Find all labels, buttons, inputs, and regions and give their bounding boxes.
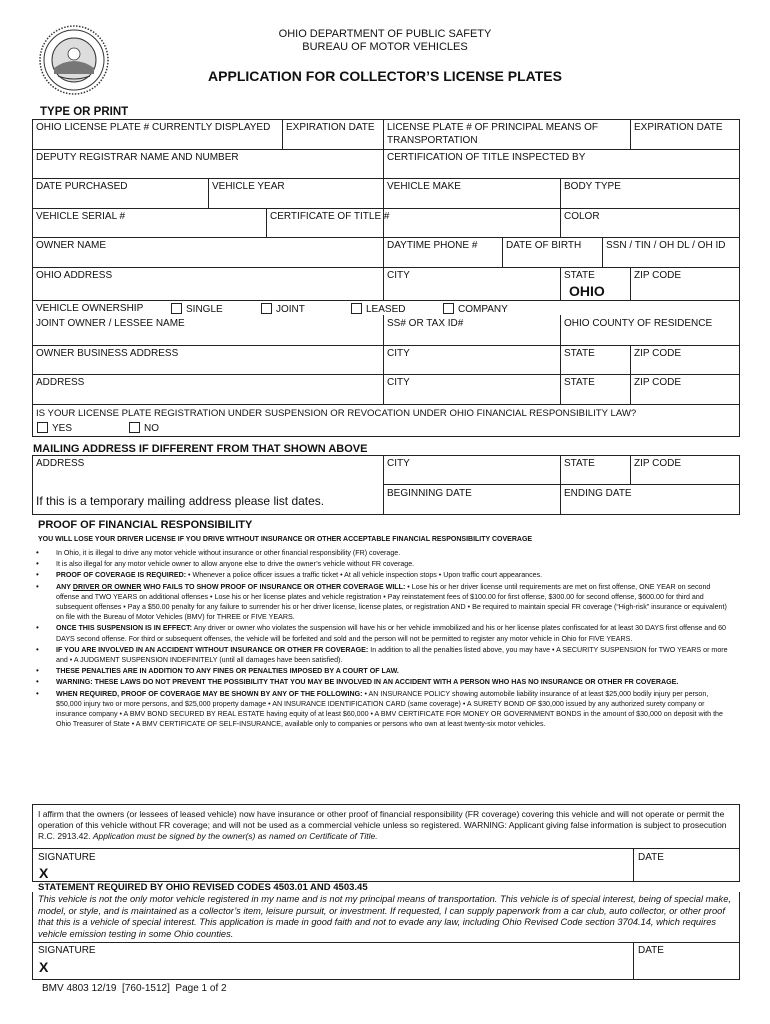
affirmation-box: [32, 804, 740, 882]
joint-owner-field[interactable]: JOINT OWNER / LESSEE NAME: [36, 318, 185, 329]
vehicle-ownership-label: VEHICLE OWNERSHIP: [36, 303, 144, 314]
ssn-field[interactable]: SSN / TIN / OH DL / OH ID: [606, 240, 726, 251]
joint-checkbox[interactable]: [261, 303, 272, 314]
proof-warning: YOU WILL LOSE YOUR DRIVER LICENSE IF YOU DRIVE WITHOUT INSURANCE OR OTHER ACCEPTABLE FINANCIAL RESPONSIBILITY COVERAGE: [38, 536, 533, 543]
list-item: • THESE PENALTIES ARE IN ADDITION TO ANY FINES OR PENALTIES IMPOSED BY A COURT OF LAW.: [32, 666, 730, 676]
county-field[interactable]: OHIO COUNTY OF RESIDENCE: [564, 318, 713, 329]
page-title: APPLICATION FOR COLLECTOR’S LICENSE PLATES: [208, 68, 562, 84]
mailing-address-field[interactable]: ADDRESS: [36, 458, 85, 469]
address-city-field[interactable]: CITY: [387, 377, 410, 388]
vehicle-make-field[interactable]: VEHICLE MAKE: [387, 181, 461, 192]
yes-checkbox[interactable]: [37, 422, 48, 433]
state-field[interactable]: STATE: [564, 270, 595, 281]
state-value: OHIO: [569, 283, 605, 299]
certificate-title-field[interactable]: CERTIFICATE OF TITLE #: [270, 211, 390, 222]
department-name: OHIO DEPARTMENT OF PUBLIC SAFETY: [278, 28, 492, 40]
statement-signature-x: X: [39, 959, 49, 975]
ownership-leased-option[interactable]: LEASED: [348, 302, 408, 317]
owner-name-field[interactable]: OWNER NAME: [36, 240, 106, 251]
date-of-birth-field[interactable]: DATE OF BIRTH: [506, 240, 582, 251]
mailing-heading: MAILING ADDRESS IF DIFFERENT FROM THAT SHOWN ABOVE: [33, 443, 368, 455]
ending-date-field[interactable]: ENDING DATE: [564, 488, 632, 499]
list-item: • WHEN REQUIRED, PROOF OF COVERAGE MAY BE SHOWN BY ANY OF THE FOLLOWING: • AN INSURANCE POLICY showing automobile liability insurance of at least $25,000 bodily injury per person, $50,000 injury two or more persons, and $25,000 property damage • AN INSURANCE IDENTIFICATION CARD (same coverage) • A SURETY BOND OF $30,000 issued by any authorized surety company or insurance company • A BMV BOND SECURED BY REAL ESTATE having equity of at least $60,000 • A BMV CERTIFICATE FOR MONEY OR GOVERNMENT BONDS in the amount of $30,000 on deposit with the Ohio Treasurer of State • A BMV CERTIFICATE OF SELF-INSURANCE, available only to companies or persons who own at least twenty-six motor vehicles.: [32, 689, 730, 730]
proof-heading: PROOF OF FINANCIAL RESPONSIBILITY: [38, 519, 253, 531]
ss-tax-field[interactable]: SS# OR TAX ID#: [387, 318, 464, 329]
address-state-field[interactable]: STATE: [564, 377, 595, 388]
statement-text: This vehicle is not the only motor vehicle registered in my name and is not my principal means of transportation. This vehicle is of special interest, being of special make, model, or style, and is maintained as a collector’s item, leisure pursuit, or investment. If requested, I can supply paperwork from a car club, auto collector, or other proof that this is a vehicle of special interest. This application is made in good faith and not to evade any law, including Ohio Revised Code section 3704.14, which requires vehicle emission testing in some Ohio counties.: [38, 894, 731, 939]
affirm-signature-x: X: [39, 865, 49, 881]
suspension-question: IS YOUR LICENSE PLATE REGISTRATION UNDER SUSPENSION OR REVOCATION UNDER OHIO FINANCIAL RESPONSIBILITY LAW?: [36, 408, 637, 419]
business-state-field[interactable]: STATE: [564, 348, 595, 359]
leased-checkbox[interactable]: [351, 303, 362, 314]
certification-title-field[interactable]: CERTIFICATION OF TITLE INSPECTED BY: [387, 152, 586, 163]
statement-date-field[interactable]: DATE: [638, 945, 664, 956]
ownership-company-option[interactable]: COMPANY: [440, 302, 511, 317]
mailing-state-field[interactable]: STATE: [564, 458, 595, 469]
list-item: • PROOF OF COVERAGE IS REQUIRED: • Whenever a police officer issues a traffic ticket • At all vehicle inspection stops • Upon traffic court appearances.: [32, 570, 730, 580]
bureau-name: BUREAU OF MOTOR VEHICLES: [302, 41, 468, 53]
mailing-city-field[interactable]: CITY: [387, 458, 410, 469]
color-field[interactable]: COLOR: [564, 211, 600, 222]
list-item: • ONCE THIS SUSPENSION IS IN EFFECT: Any driver or owner who violates the suspension will have his or her vehicle immobilized and his or her license plates confiscated for at least 30 DAYS first offense and 60 DAYS second offense. For third or subsequent offenses, the vehicle will be forfeited and sold and the person will not be permitted to register any motor vehicle in Ohio for FIVE YEARS.: [32, 623, 730, 643]
vehicle-year-field[interactable]: VEHICLE YEAR: [212, 181, 285, 192]
address-field[interactable]: ADDRESS: [36, 377, 85, 388]
form-footer: BMV 4803 12/19 [760-1512] Page 1 of 2: [42, 983, 227, 994]
temporary-address-note: If this is a temporary mailing address please list dates.: [36, 494, 325, 508]
statement-signature-field[interactable]: SIGNATURE: [38, 945, 96, 956]
list-item: • In Ohio, it is illegal to drive any motor vehicle without insurance or other financial responsibility (FR) coverage.: [32, 548, 730, 558]
statement-box: [32, 892, 740, 980]
business-zip-field[interactable]: ZIP CODE: [634, 348, 682, 359]
owner-business-field[interactable]: OWNER BUSINESS ADDRESS: [36, 348, 179, 359]
principal-plate-label-2: TRANSPORTATION: [387, 135, 478, 146]
principal-plate-field[interactable]: LICENSE PLATE # OF PRINCIPAL MEANS OF: [387, 122, 598, 133]
beginning-date-field[interactable]: BEGINNING DATE: [387, 488, 472, 499]
affirm-signature-field[interactable]: SIGNATURE: [38, 852, 96, 863]
city-field[interactable]: CITY: [387, 270, 410, 281]
list-item: • It is also illegal for any motor vehicle owner to allow anyone else to drive the owner’s vehicle without FR coverage.: [32, 559, 730, 569]
proof-bullet-list: [32, 548, 730, 730]
ownership-single-option[interactable]: SINGLE: [168, 302, 226, 317]
ownership-joint-option[interactable]: JOINT: [258, 302, 308, 317]
suspension-no-option[interactable]: NO: [126, 421, 162, 436]
deputy-registrar-field[interactable]: DEPUTY REGISTRAR NAME AND NUMBER: [36, 152, 239, 163]
date-purchased-field[interactable]: DATE PURCHASED: [36, 181, 128, 192]
company-checkbox[interactable]: [443, 303, 454, 314]
expiration-date-2-field[interactable]: EXPIRATION DATE: [634, 122, 723, 133]
affirmation-text: I affirm that the owners (or lessees of leased vehicle) now have insurance or other proof of financial responsibility (FR coverage) covering this vehicle and will not operate or permit the operation of this vehicle without FR coverage; and will not be used as a commercial vehicle unless so registered. WARNING: Applicant giving false information is subject to prosecution R.C. 2913.42. Application must be signed by the owner(s) as named on Certificate of Title.: [38, 809, 727, 841]
no-checkbox[interactable]: [129, 422, 140, 433]
plate-displayed-field[interactable]: OHIO LICENSE PLATE # CURRENTLY DISPLAYED: [36, 122, 271, 133]
statement-heading: STATEMENT REQUIRED BY OHIO REVISED CODES 4503.01 AND 4503.45: [38, 882, 368, 893]
address-zip-field[interactable]: ZIP CODE: [634, 377, 682, 388]
business-city-field[interactable]: CITY: [387, 348, 410, 359]
vehicle-serial-field[interactable]: VEHICLE SERIAL #: [36, 211, 126, 222]
single-checkbox[interactable]: [171, 303, 182, 314]
body-type-field[interactable]: BODY TYPE: [564, 181, 621, 192]
mailing-zip-field[interactable]: ZIP CODE: [634, 458, 682, 469]
type-or-print-label: TYPE OR PRINT: [40, 106, 129, 118]
expiration-date-field[interactable]: EXPIRATION DATE: [286, 122, 375, 133]
suspension-yes-option[interactable]: YES: [34, 421, 75, 436]
list-item: • WARNING: THESE LAWS DO NOT PREVENT THE POSSIBILITY THAT YOU MAY BE INVOLVED IN AN ACCIDENT WITH A PERSON WHO HAS NO INSURANCE OR OTHER FR COVERAGE.: [32, 677, 730, 687]
list-item: • IF YOU ARE INVOLVED IN AN ACCIDENT WITHOUT INSURANCE OR OTHER FR COVERAGE: In addition to all the penalties listed above, you may have • A SECURITY SUSPENSION for TWO YEARS or more and • A JUDGMENT SUSPENSION INDEFINITELY (until all damages have been satisfied).: [32, 645, 730, 665]
ohio-address-field[interactable]: OHIO ADDRESS: [36, 270, 113, 281]
affirm-date-field[interactable]: DATE: [638, 852, 664, 863]
list-item: • ANY DRIVER OR OWNER WHO FAILS TO SHOW PROOF OF INSURANCE OR OTHER COVERAGE WILL: • Lose his or her driver license until requirements are met on first offense, ONE YEAR on second offense and TWO YEARS on additional offenses • Lose his or her license plates and vehicle registration • Pay reinstatement fees of $100.00 for first offense, $300.00 for second offense, $600.00 for third and subsequent offenses • Pay a $50.00 penalty for any failure to surrender his or her driver license, license plates, or registration AND • Be required to maintain special FR coverage (“High-risk” insurance or equivalent) on file with the Bureau of Motor Vehicles (BMV) for THREE or FIVE YEARS.: [32, 582, 730, 623]
zip-field[interactable]: ZIP CODE: [634, 270, 682, 281]
daytime-phone-field[interactable]: DAYTIME PHONE #: [387, 240, 478, 251]
